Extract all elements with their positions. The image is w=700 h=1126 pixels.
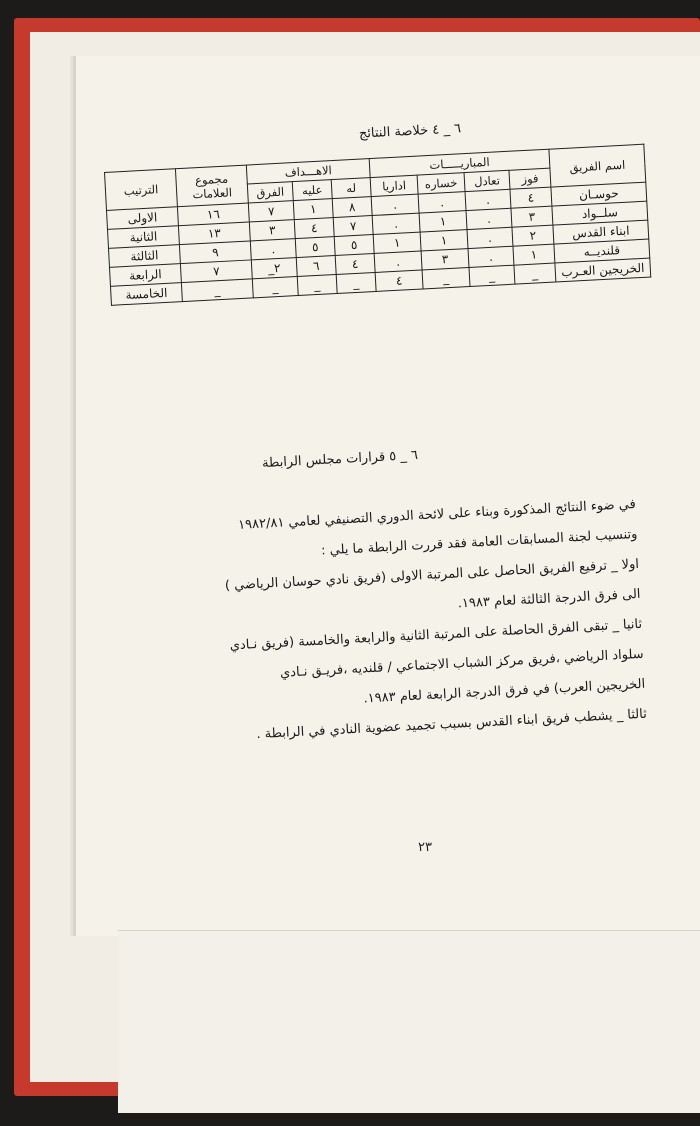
points: ٩ — [179, 241, 251, 264]
paragraph-line: اولا _ ترفيع الفريق الحاصل على المرتبة الاولى (فريق نادي حوسان الرياضي ) — [224, 556, 640, 594]
goals-for: ٨ — [332, 197, 372, 218]
goal-diff: _ — [252, 277, 298, 298]
header-draw: تعادل — [464, 170, 510, 191]
rank: الخامسة — [110, 283, 182, 306]
header-win: فوز — [509, 168, 551, 189]
header-team: اسم الفريق — [549, 144, 646, 187]
rank: الثانية — [108, 226, 180, 249]
rank: الثالثة — [109, 245, 181, 268]
admin-losses: ١ — [373, 232, 421, 253]
header-admin: اداريا — [370, 175, 418, 196]
team-name: سلــواد — [552, 201, 648, 225]
page-number: ٢٣ — [418, 840, 432, 855]
rank: الاولى — [107, 207, 179, 230]
goals-against: ٤ — [294, 218, 334, 239]
admin-losses: . — [372, 213, 420, 234]
paragraph-line: ثانيا _ تبقى الفرق الحاصلة على المرتبة الثانية والرابعة والخامسة (فريق نـادي — [229, 616, 643, 654]
team-name: قلنديــه — [554, 239, 650, 263]
goals-for: ٤ — [335, 253, 375, 274]
header-loss: خساره — [417, 173, 465, 194]
goal-diff: . — [250, 239, 296, 260]
results-heading: ٦ _ ٤ خلاصة النتائج — [358, 121, 462, 142]
goals-for: _ — [336, 272, 376, 293]
paragraph-line: سلواد الرياضي ،فريق مركز الشباب الاجتماعي / قلنديه ،فريـق نـادي — [279, 646, 645, 681]
paragraph-line: الخريجين العرب) في فرق الدرجة الرابعة لعام ١٩٨٣. — [363, 676, 646, 707]
decisions-heading: ٦ _ ٥ قرارات مجلس الرابطة — [261, 447, 419, 472]
points: ١٣ — [178, 222, 250, 245]
page-flap — [118, 930, 700, 1113]
paragraph-line: في ضوء النتائج المذكورة وبناء على لائحة الدوري التصنيفي لعامي ١٩٨٢/٨١ — [237, 496, 637, 533]
header-rank: الترتيب — [105, 169, 178, 211]
header-goals-for: له — [331, 178, 371, 199]
points: _ — [181, 279, 253, 302]
wins: ٤ — [510, 187, 552, 208]
team-name: حوسـان — [551, 182, 647, 206]
header-goals: الاهـــداف — [246, 159, 370, 184]
losses: . — [418, 192, 466, 213]
draws: _ — [469, 265, 515, 286]
team-name: ابناء القدس — [553, 220, 649, 244]
goals-for: ٥ — [334, 234, 374, 255]
points: ٧ — [180, 260, 252, 283]
losses: _ — [422, 268, 470, 289]
losses: ١ — [419, 211, 467, 232]
admin-losses: ٤ — [375, 270, 423, 291]
goals-against: ٦ — [296, 256, 336, 277]
header-points: مجموع العلامات — [175, 165, 248, 207]
wins: ١ — [513, 244, 555, 265]
team-name: الخريجين العـرب — [555, 258, 651, 282]
header-goal-diff: الفرق — [247, 182, 293, 203]
paragraph-line: ثالثا _ يشطب فريق ابناء القدس بسبب تجميد عضوية النادي في الرابطة . — [256, 706, 648, 743]
results-table-wrap — [104, 144, 651, 306]
header-matches: المباريـــــات — [369, 149, 550, 177]
goals-against: _ — [297, 274, 337, 295]
goals-for: ٧ — [333, 216, 373, 237]
wins: ٢ — [512, 225, 554, 246]
admin-losses: . — [374, 251, 422, 272]
goals-against: ٥ — [295, 237, 335, 258]
draws: . — [467, 227, 513, 248]
draws: . — [465, 189, 511, 210]
goal-diff: ٧ — [248, 201, 294, 222]
goal-diff: ٢_ — [251, 258, 297, 279]
admin-losses: . — [371, 194, 419, 215]
header-goals-against: عليه — [292, 180, 332, 201]
goals-against: ١ — [293, 199, 333, 220]
draws: . — [468, 246, 514, 267]
losses: ٣ — [421, 249, 469, 270]
paragraph-line: وتنسيب لجنة المسابقات العامة فقد قررت الرابطة ما يلي : — [320, 526, 638, 559]
results-table — [104, 144, 651, 306]
draws: . — [466, 208, 512, 229]
goal-diff: ٣ — [249, 220, 295, 241]
decisions-body — [116, 490, 648, 757]
losses: ١ — [420, 230, 468, 251]
paragraph-line: الى فرق الدرجة الثالثة لعام ١٩٨٣. — [457, 586, 641, 612]
rank: الرابعة — [109, 264, 181, 287]
points: ١٦ — [177, 203, 249, 226]
wins: ٣ — [511, 206, 553, 227]
wins: _ — [514, 263, 556, 284]
